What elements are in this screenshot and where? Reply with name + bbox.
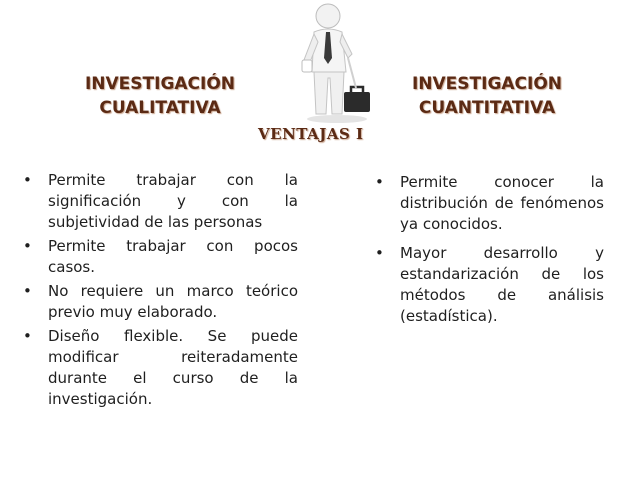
- title-qualitative: [40, 72, 280, 120]
- bullet-icon: •: [23, 282, 32, 300]
- list-item-text: Permite conocer la distribución de fenómenos ya conocidos.: [400, 173, 604, 233]
- quantitative-advantages-list: [372, 172, 604, 335]
- bullet-icon: •: [23, 171, 32, 189]
- list-item: [20, 281, 298, 323]
- bullet-icon: •: [375, 173, 384, 191]
- list-item-text: No requiere un marco teórico previo muy elaborado.: [48, 282, 298, 321]
- list-item-text: Permite trabajar con pocos casos.: [48, 237, 298, 276]
- list-item-text: Mayor desarrollo y estandarización de los métodos de análisis (estadística).: [400, 244, 604, 325]
- title-qualitative-line2: CUALITATIVA: [99, 98, 221, 118]
- title-quantitative-line2: CUANTITATIVA: [418, 98, 556, 118]
- list-item: [20, 326, 298, 410]
- businessman-figure-icon: [292, 2, 382, 124]
- list-item: [20, 170, 298, 233]
- title-qualitative-line1: INVESTIGACIÓN: [84, 74, 236, 94]
- bullet-icon: •: [23, 327, 32, 345]
- bullet-icon: •: [23, 237, 32, 255]
- list-item: [372, 243, 604, 327]
- list-item-text: Permite trabajar con la significación y con la subjetividad de las personas: [48, 171, 298, 231]
- slide-subtitle: VENTAJAS I: [258, 125, 364, 143]
- list-item: [372, 172, 604, 235]
- list-item-text: Diseño flexible. Se puede modificar reiteradamente durante el curso de la investigación.: [48, 327, 298, 408]
- qualitative-advantages-list: [20, 170, 298, 413]
- bullet-icon: •: [375, 244, 384, 262]
- title-quantitative-line1: INVESTIGACIÓN: [411, 74, 563, 94]
- title-quantitative: [372, 72, 602, 120]
- list-item: [20, 236, 298, 278]
